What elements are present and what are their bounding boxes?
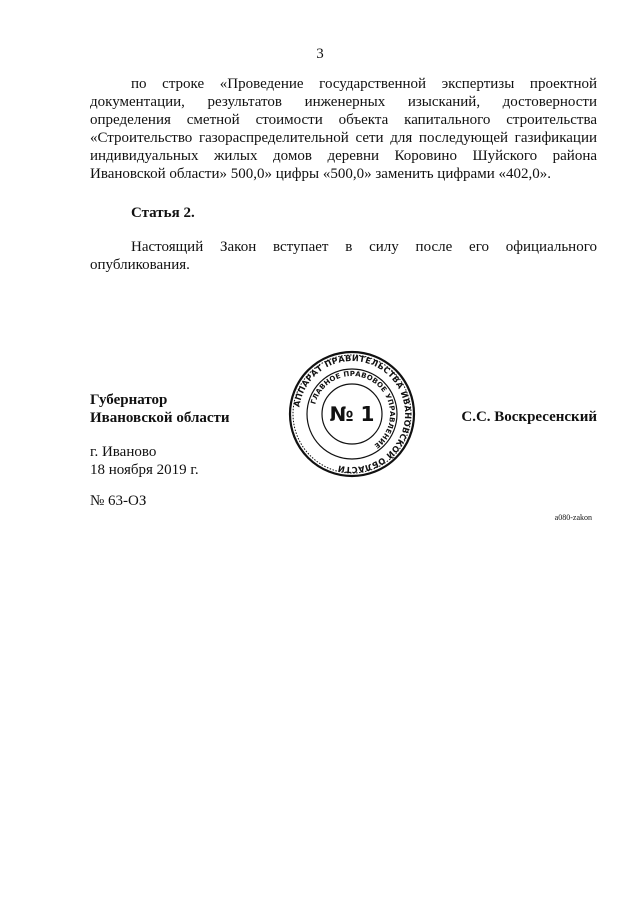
date: 18 ноября 2019 г. [90,462,199,478]
law-number: № 63-ОЗ [90,493,147,509]
official-seal [288,350,416,478]
seal-outer-text: АППАРАТ ПРАВИТЕЛЬСТВА ИВАНОВСКОЙ ОБЛАСТИ [291,352,414,476]
signatory-title-line1: Губернатор [90,392,168,408]
document-code: a080-zakon [554,513,592,522]
signatory-title [90,391,230,427]
amendment-paragraph [90,75,597,183]
effective-text: Настоящий Закон вступает в силу после его официального опубликования. [90,239,597,273]
city: г. Иваново [90,444,157,460]
effective-paragraph [90,238,597,274]
seal-inner-text: ГЛАВНОЕ ПРАВОВОЕ УПРАВЛЕНИЕ [309,369,397,450]
amendment-text: по строке «Проведение государственной экспертизы проектной документации, результатов инженерных изысканий, достоверности определения сметной стоимости объекта капитального строительства «Строительство газораспределительной сети для последующей газификации индивидуальных жилых домов деревни Коровино Шуйского района Ивановской области» 500,0» цифры «500,0» заменить цифрами «402,0». [90,76,597,182]
page-number: 3 [316,46,324,62]
signatory-name: С.С. Воскресенский [461,409,597,425]
article-heading: Статья 2. [131,205,195,221]
seal-center-number: № 1 [329,402,375,426]
signatory-title-line2: Ивановской области [90,410,230,426]
place-and-date [90,443,199,479]
